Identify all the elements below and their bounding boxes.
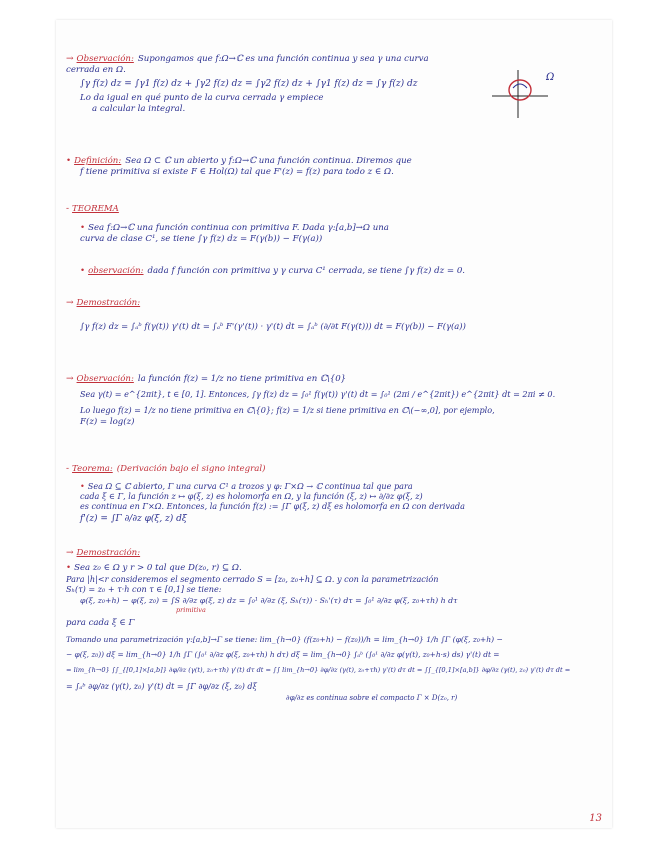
proof-formula: = lim_{h→0} ∫∫_{[0,1]×[a,b]} ∂φ/∂z (γ(t), z₀+τh) γ'(t) dτ dt = ∫∫ lim_{h→0} ∂φ/∂z (γ(t), z₀+τh) γ'(t) dτ dt = ∫∫_{[0,1]×[a,b]} ∂φ/∂z (γ(t), z₀) γ'(t) dτ dt =: [66, 665, 571, 674]
observation-text: cerrada en Ω.: [66, 65, 126, 76]
definition-1: [66, 156, 598, 177]
observation-formula: ∫γ f(z) dz = ∫γ1 f(z) dz + ∫γ2 f(z) dz = ∫γ2 f(z) dz + ∫γ1 f(z) dz = ∫γ f(z) dz: [80, 78, 418, 89]
theorem-text: es continua en Γ×Ω. Entonces, la función f(z) := ∫Γ φ(ξ, z) dξ es holomorfa en Ω con derivada: [80, 501, 465, 512]
observation-heading: Observación:: [76, 374, 134, 384]
observation-formula: Sea γ(t) = e^{2πit}, t ∈ [0, 1]. Entonces, ∫γ f(z) dz = ∫₀¹ f(γ(t)) γ'(t) dt = ∫₀¹ (2πi / e^{2πit}) e^{2πit} dt = 2πi ≠ 0.: [80, 389, 556, 400]
proof-formula: − φ(ξ, z₀)) dξ = lim_{h→0} 1/h ∫Γ (∫₀¹ ∂/∂z φ(ξ, z₀+τh) h dτ) dξ = lim_{h→0} ∫ₐᵇ (∫₀¹ ∂/∂z φ(γ(t), z₀+h·s) ds) γ'(t) dt =: [66, 650, 500, 660]
bullet-icon: •: [80, 481, 85, 492]
proof-text: Para |h|<r consideremos el segmento cerrado S = [z₀, z₀+h] ⊆ Ω. y con la parametrización: [66, 573, 439, 584]
arrow-icon: →: [66, 54, 74, 64]
observation-text: a calcular la integral.: [92, 103, 186, 114]
proof-1: [66, 298, 598, 332]
theorem-text: curva de clase C¹, se tiene ∫γ f(z) dz = F(γ(b)) − F(γ(a)): [80, 233, 323, 244]
proof-formula: = ∫ₐᵇ ∂φ/∂z (γ(t), z₀) γ'(t) dt = ∫Γ ∂φ/∂z (ξ, z₀) dξ: [66, 681, 257, 691]
arrow-icon: →: [66, 298, 74, 308]
theorem-formula: f'(z) = ∫Γ ∂/∂z φ(ξ, z) dξ: [80, 513, 187, 524]
observation-text: la función f(z) = 1/z no tiene primitiva en ℂ\{0}: [137, 374, 347, 384]
definition-text: f tiene primitiva si existe F ∈ Hol(Ω) tal que F'(z) = f(z) para todo z ∈ Ω.: [80, 166, 394, 177]
observation-text: Supongamos que f:Ω→ℂ es una función continua y sea γ una curva: [137, 54, 429, 64]
curve-diagram: [488, 66, 558, 122]
page-number: 13: [589, 813, 602, 824]
curve-arc: [513, 84, 527, 88]
theorem-text: cada ξ ∈ Γ, la función z ↦ φ(ξ, z) es holomorfa en Ω, y la función (ξ, z) ↦ ∂/∂z φ(ξ, z): [80, 491, 423, 502]
arrow-icon: →: [66, 374, 74, 384]
proof-text: Tomando una parametrización γ:[a,b]→Γ se tiene: lim_{h→0} (f(z₀+h) − f(z₀))/h = lim_{h→0} 1/h ∫Γ (φ(ξ, z₀+h) −: [66, 634, 503, 644]
proof-text: para cada ξ ∈ Γ: [66, 618, 135, 629]
proof-note: ∂φ/∂z es continua sobre el compacto Γ × D(z₀, r): [286, 693, 458, 702]
observation-text: dada f función con primitiva y γ curva C¹ cerrada, se tiene ∫γ f(z) dz = 0.: [147, 266, 466, 276]
theorem-heading: TEOREMA: [72, 204, 119, 214]
theorem-heading: Teorema:: [72, 464, 113, 474]
bullet-icon: •: [66, 156, 72, 166]
notebook-page: [56, 20, 612, 828]
definition-text: Sea Ω ⊂ ℂ un abierto y f:Ω→ℂ una función continua. Diremos que: [125, 156, 412, 166]
arrow-icon: →: [66, 548, 74, 558]
proof-heading: Demostración:: [76, 548, 141, 558]
observation-heading: observación:: [88, 266, 144, 276]
observation-3: [66, 374, 598, 428]
proof-formula: ∫γ f(z) dz = ∫ₐᵇ f(γ(t)) γ'(t) dt = ∫ₐᵇ F'(γ'(t)) · γ'(t) dt = ∫ₐᵇ (∂/∂t F(γ(t))) dt = F(γ(b)) − F(γ(a)): [80, 321, 466, 332]
definition-heading: Definición:: [74, 156, 122, 166]
observation-heading: Observación:: [76, 54, 134, 64]
proof-text: Sea z₀ ∈ Ω y r > 0 tal que D(z₀, r) ⊆ Ω.: [74, 563, 242, 574]
bullet-icon: •: [66, 563, 72, 574]
theorem-text: Sea Ω ⊆ ℂ abierto, Γ una curva C¹ a trozos y φ: Γ×Ω → ℂ continua tal que para: [87, 481, 413, 492]
omega-label: Ω: [546, 72, 555, 83]
arrow-icon: -: [66, 464, 70, 474]
proof-2: [66, 548, 598, 703]
observation-text: F(z) = log(z): [80, 417, 135, 428]
closed-curve: [509, 80, 531, 100]
bullet-icon: •: [80, 223, 86, 234]
observation-text: Lo luego f(z) = 1/z no tiene primitiva en ℂ\{0}; f(z) = 1/z si tiene primitiva en ℂ\(−∞,0], por ejemplo,: [80, 405, 495, 416]
bullet-icon: •: [80, 266, 86, 276]
proof-note: primitiva: [176, 605, 206, 614]
theorem-subtitle: (Derivación bajo el signo integral): [116, 464, 266, 474]
theorem-1: [66, 204, 598, 245]
observation-2: [66, 266, 598, 277]
proof-heading: Demostración:: [76, 298, 141, 308]
observation-text: Lo da igual en qué punto de la curva cerrada γ empiece: [80, 93, 324, 104]
theorem-2: [66, 464, 598, 525]
theorem-text: Sea f:Ω→ℂ una función continua con primitiva F. Dada γ:[a,b]→Ω una: [88, 223, 389, 234]
arrow-icon: -: [66, 204, 70, 214]
proof-formula: φ(ξ, z₀+h) − φ(ξ, z₀) = ∫S ∂/∂z φ(ξ, z) dz = ∫₀¹ ∂/∂z (ξ, Sₕ(τ)) · Sₕ'(τ) dτ = ∫₀¹ ∂/∂z φ(ξ, z₀+τh) h dτ: [80, 596, 458, 606]
proof-text: Sₕ(τ) = z₀ + τ·h con τ ∈ [0,1] se tiene:: [66, 584, 222, 595]
